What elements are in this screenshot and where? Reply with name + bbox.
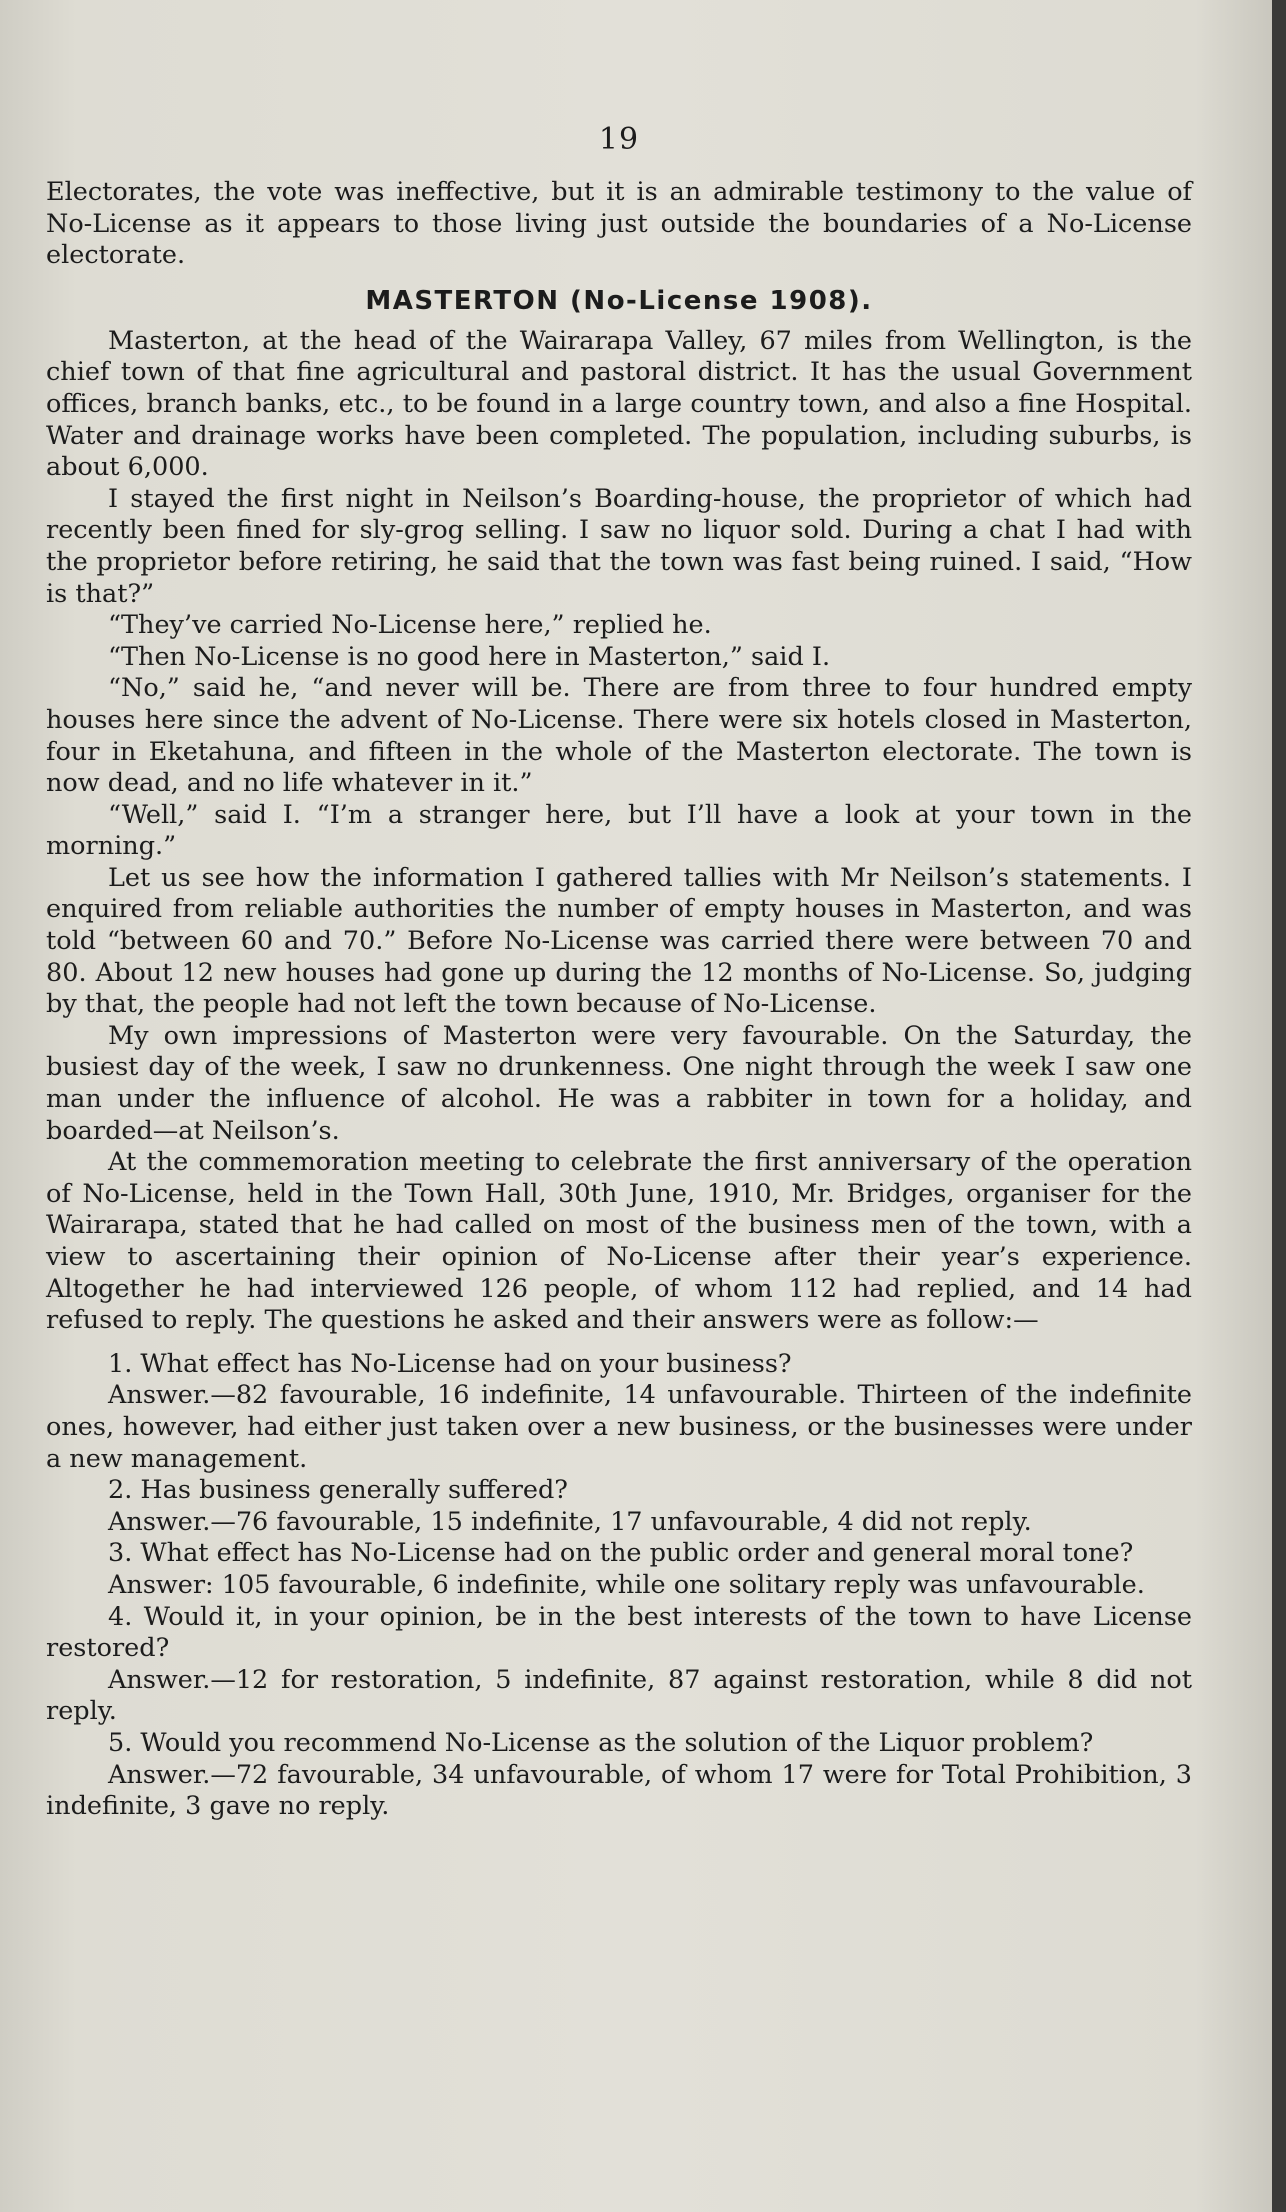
paragraph-commemoration: At the commemoration meeting to celebrate the first anniversary of the operation of No-License, held in the Town Hall, 30th June, 1910, Mr. Bridges, organiser for the Wairarapa, stated that he had called on most of the business men of the town, with a view to ascertaining their opinion of No-License after their year’s experience. Altogether he had interviewed 126 people, of whom 112 had replied, and 14 had refused to reply. The questions he asked and their answers were as follow:— bbox=[46, 1147, 1192, 1336]
question: 1. What effect has No-License had on your business? bbox=[108, 1348, 792, 1379]
page-content bbox=[46, 122, 1192, 1823]
answer: Answer.—82 favourable, 16 indefinite, 14 unfavourable. Thirteen of the indefinite ones, however, had either just taken over a new business, or the businesses were under a new management. bbox=[46, 1380, 1192, 1474]
answer: Answer: 105 favourable, 6 indefinite, while one solitary reply was unfavourable. bbox=[108, 1569, 1145, 1600]
paragraph-description: Masterton, at the head of the Wairarapa Valley, 67 miles from Wellington, is the chief town of that fine agricultural and pastoral district. It has the usual Government offices, branch banks, etc., to be found in a large country town, and also a fine Hospital. Water and drainage works have been completed. The population, including suburbs, is about 6,000. bbox=[46, 325, 1192, 483]
question: 4. Would it, in your opinion, be in the best interests of the town to have License restored? bbox=[46, 1601, 1192, 1664]
answer: Answer.—72 favourable, 34 unfavourable, of whom 17 were for Total Prohibition, 3 indefinite, 3 gave no reply. bbox=[46, 1759, 1192, 1822]
section-heading: MASTERTON (No-License 1908). bbox=[365, 285, 873, 316]
page-number: 19 bbox=[598, 122, 640, 157]
dialogue-line: “No,” said he, “and never will be. There are from three to four hundred empty houses here since the advent of No-License. There were six hotels closed in Masterton, four in Eketahuna, and fifteen in the whole of the Masterton electorate. The town is now dead, and no life whatever in it.” bbox=[46, 673, 1192, 799]
answer: Answer.—76 favourable, 15 indefinite, 17 unfavourable, 4 did not reply. bbox=[108, 1506, 1032, 1537]
paragraph-impressions: My own impressions of Masterton were very favourable. On the Saturday, the busiest day of the week, I saw no drunkenness. One night through the week I saw one man under the influence of alcohol. He was a rabbiter in town for a holiday, and boarded—at Neilson’s. bbox=[46, 1020, 1192, 1146]
intro-paragraph: Electorates, the vote was ineffective, but it is an admirable testimony to the value of No-License as it appears to those living just outside the boundaries of a No-License electorate. bbox=[46, 177, 1192, 271]
answer: Answer.—12 for restoration, 5 indefinite, 87 against restoration, while 8 did not reply. bbox=[46, 1664, 1192, 1727]
question: 5. Would you recommend No-License as the solution of the Liquor problem? bbox=[108, 1727, 1094, 1758]
dialogue-line: “Then No-License is no good here in Masterton,” said I. bbox=[108, 641, 831, 672]
dialogue-line: “Well,” said I. “I’m a stranger here, but I’ll have a look at your town in the morning.” bbox=[46, 799, 1192, 862]
question: 3. What effect has No-License had on the public order and general moral tone? bbox=[108, 1538, 1134, 1569]
question: 2. Has business generally suffered? bbox=[108, 1475, 568, 1506]
paragraph-boarding-house: I stayed the first night in Neilson’s Boarding-house, the proprietor of which had recently been fined for sly-grog selling. I saw no liquor sold. During a chat I had with the proprietor before retiring, he said that the town was fast being ruined. I said, “How is that?” bbox=[46, 483, 1192, 609]
dialogue-line: “They’ve carried No-License here,” replied he. bbox=[108, 610, 712, 641]
questions-list bbox=[46, 1349, 1192, 1823]
paragraph-information: Let us see how the information I gathered tallies with Mr Neilson’s statements. I enquired from reliable authorities the number of empty houses in Masterton, and was told “between 60 and 70.” Before No-License was carried there were between 70 and 80. About 12 new houses had gone up during the 12 months of No-License. So, judging by that, the people had not left the town because of No-License. bbox=[46, 862, 1192, 1020]
